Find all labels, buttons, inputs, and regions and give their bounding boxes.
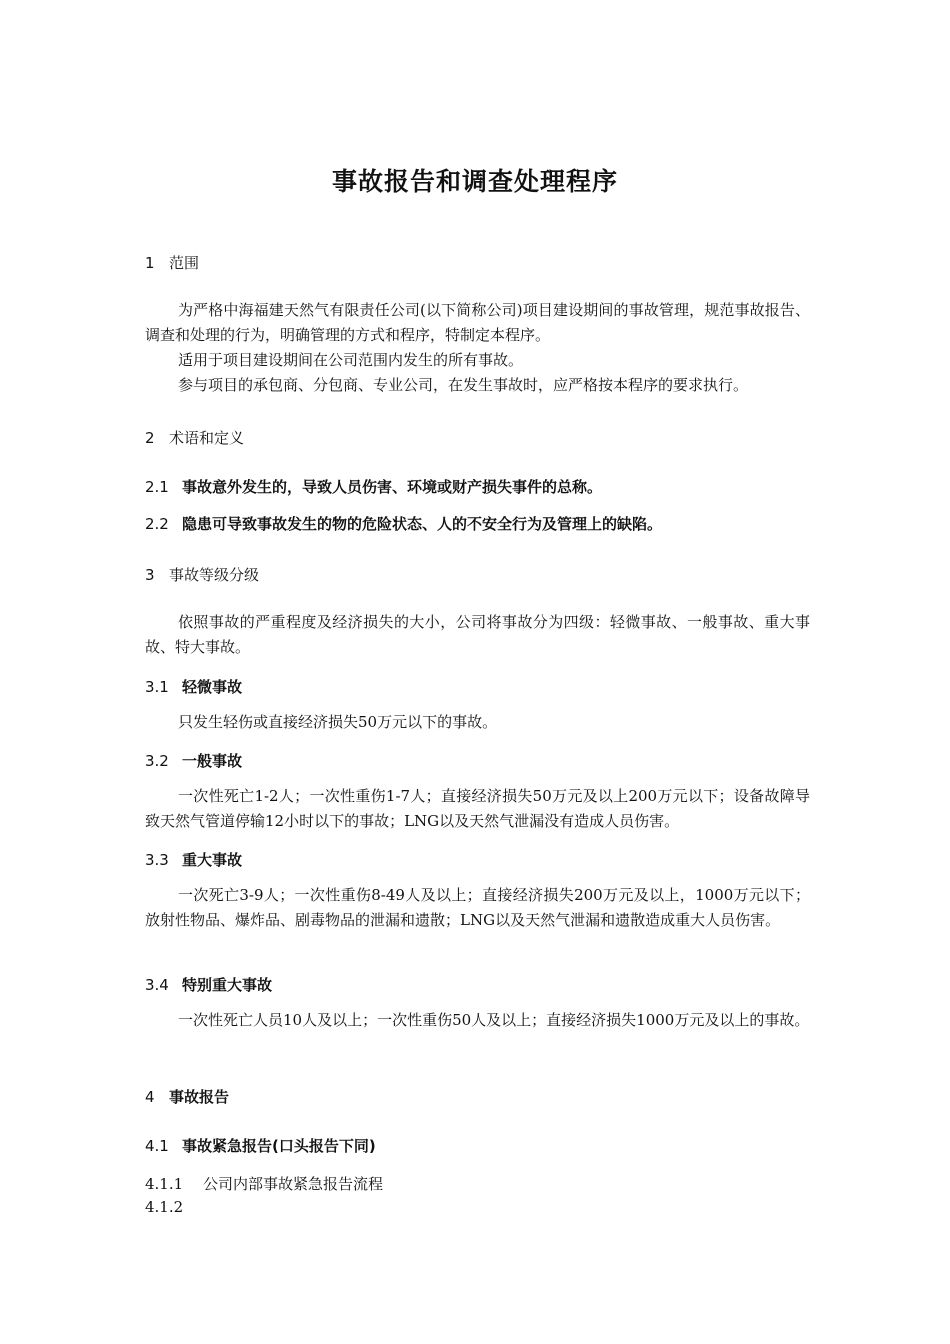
section-3-heading	[145, 564, 259, 585]
subsection-3-3	[145, 849, 242, 870]
subsection-2-1	[145, 476, 602, 497]
subsection-number: 4.1.1	[145, 1175, 184, 1193]
subsection-4-1-1	[145, 1173, 383, 1194]
subsection-title: 一般事故	[182, 752, 243, 770]
paragraph: 适用于项目建设期间在公司范围内发生的所有事故。	[178, 351, 524, 369]
subsection-number: 4.1	[145, 1137, 169, 1155]
section-title: 范围	[169, 254, 200, 272]
paragraph: 依照事故的严重程度及经济损失的大小，公司将事故分为四级：轻微事故、一般事故、重大事故、特大事故。	[145, 613, 810, 656]
section-title: 术语和定义	[169, 429, 245, 447]
section-title: 事故报告	[169, 1088, 230, 1106]
subsection-4-1-2	[145, 1198, 203, 1216]
subsection-title: 特别重大事故	[182, 976, 273, 994]
subsection-3-4	[145, 974, 272, 995]
section-number: 4	[145, 1088, 155, 1106]
section-2-heading	[145, 427, 244, 448]
section-number: 2	[145, 429, 155, 447]
document-title: 事故报告和调查处理程序	[331, 167, 618, 196]
paragraph: 一次性死亡人员10人及以上；一次性重伤50人及以上；直接经济损失1000万元及以上的事故。	[178, 1011, 810, 1029]
section-number: 3	[145, 566, 155, 584]
subsection-3-2	[145, 750, 242, 771]
subsection-title: 事故紧急报告(口头报告下同)	[182, 1137, 376, 1155]
section-4-heading	[145, 1086, 229, 1107]
subsection-number: 3.4	[145, 976, 169, 994]
subsection-number: 3.1	[145, 678, 169, 696]
subsection-number: 3.3	[145, 851, 169, 869]
paragraph: 为严格中海福建天然气有限责任公司(以下简称公司)项目建设期间的事故管理，规范事故报告、调查和处理的行为，明确管理的方式和程序，特制定本程序。	[145, 301, 810, 344]
paragraph: 参与项目的承包商、分包商、专业公司，在发生事故时，应严格按本程序的要求执行。	[178, 376, 749, 394]
subsection-text: 隐患可导致事故发生的物的危险状态、人的不安全行为及管理上的缺陷。	[182, 515, 663, 533]
subsection-title: 重大事故	[182, 851, 243, 869]
paragraph: 只发生轻伤或直接经济损失50万元以下的事故。	[178, 713, 498, 731]
subsection-number: 2.2	[145, 515, 169, 533]
section-title: 事故等级分级	[169, 566, 260, 584]
section-1-heading	[145, 252, 199, 273]
subsection-3-1	[145, 676, 242, 697]
subsection-number: 2.1	[145, 478, 169, 496]
subsection-text: 事故意外发生的，导致人员伤害、环境或财产损失事件的总称。	[182, 478, 603, 496]
subsection-number: 3.2	[145, 752, 169, 770]
subsection-title: 公司内部事故紧急报告流程	[203, 1175, 384, 1193]
subsection-title: 轻微事故	[182, 678, 243, 696]
section-number: 1	[145, 254, 155, 272]
subsection-2-2	[145, 513, 662, 534]
subsection-number: 4.1.2	[145, 1198, 184, 1216]
paragraph: 一次性死亡1-2人；一次性重伤1-7人；直接经济损失50万元及以上200万元以下；设备故障导致天然气管道停输12小时以下的事故；LNG以及天然气泄漏没有造成人员伤害。	[145, 787, 810, 830]
subsection-4-1	[145, 1135, 376, 1156]
paragraph: 一次死亡3-9人；一次性重伤8-49人及以上；直接经济损失200万元及以上，1000万元以下；放射性物品、爆炸品、剧毒物品的泄漏和遗散；LNG以及天然气泄漏和遗散造成重大人员伤害。	[145, 886, 810, 929]
